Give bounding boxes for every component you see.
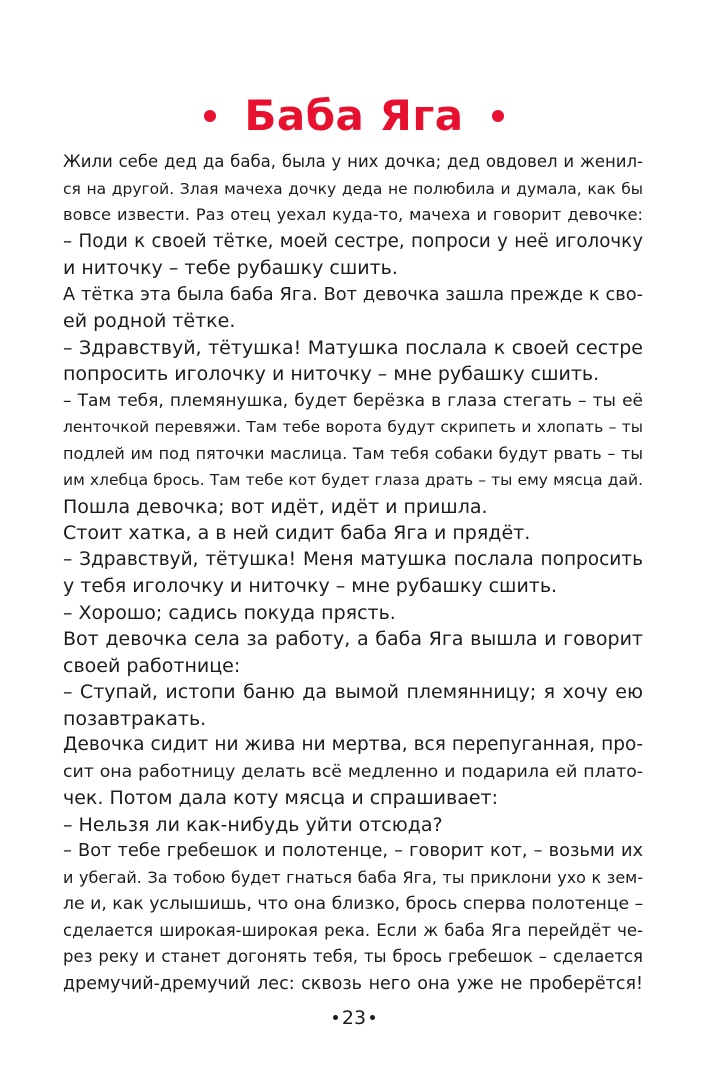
text-line: Стоит хатка, а в ней сидит баба Яга и прядёт. — [63, 522, 531, 544]
text-line: – Поди к своей тётке, моей сестре, попроси у неё иголочку — [63, 230, 643, 252]
text-line: ся на другой. Злая мачеха дочку деда не полюбила и думала, как бы — [63, 179, 643, 198]
text-line: – Здравствуй, тётушка! Меня матушка послала попросить — [63, 548, 643, 570]
text-line: ле и, как услышишь, что она близко, брось сперва полотенце – — [63, 894, 644, 914]
text-line: подлей им под пяточки маслица. Там тебя собаки будут рвать – ты — [63, 443, 643, 463]
text-line: позавтракать. — [63, 707, 207, 730]
text-line: ленточкой перевяжи. Там тебе ворота будут скрипеть и хлопать – ты — [63, 418, 643, 436]
page-number-right-dot — [370, 1015, 375, 1020]
story-title — [0, 88, 708, 144]
title-left-bullet — [204, 110, 216, 122]
text-line: вовсе извести. Раз отец уехал куда-то, мачеха и говорит девочке: — [63, 205, 643, 224]
text-line: – Вот тебе гребешок и полотенце, – говорит кот, – возьми их — [63, 841, 643, 861]
text-line: своей работнице: — [63, 654, 241, 677]
text-line: рез реку и станет догонять тебя, ты брось гребешок – сделается — [63, 947, 643, 966]
page-number-left-dot — [333, 1015, 338, 1020]
text-line: чек. Потом дала коту мясца и спрашивает: — [63, 787, 499, 809]
text-line: – Хорошо; садись покуда прясть. — [63, 601, 396, 624]
text-line: Вот девочка села за работу, а баба Яга вышла и говорит — [63, 628, 643, 650]
story-body — [63, 149, 643, 997]
text-line: Девочка сидит ни жива ни мертва, вся перепуганная, про- — [63, 734, 643, 755]
text-line: им хлебца брось. Там тебе кот будет глаза драть – ты ему мясца дай. — [63, 471, 643, 489]
text-line: Пошла девочка; вот идёт, идёт и пришла. — [63, 495, 488, 518]
text-line: у тебя иголочку и ниточку – мне рубашку сшить. — [63, 575, 558, 597]
page-number-text: 23 — [341, 1007, 367, 1029]
text-line: А тётка эта была баба Яга. Вот девочка зашла прежде к сво- — [63, 284, 643, 305]
story-title-text: Баба Яга — [244, 91, 464, 140]
text-line: ей родной тётке. — [63, 310, 236, 332]
text-line: и ниточку – тебе рубашку сшить. — [63, 257, 398, 279]
text-line: и убегай. За тобою будет гнаться баба Яга, ты приклони ухо к зем- — [63, 867, 643, 887]
text-line: попросить иголочку и ниточку – мне рубашку сшить. — [63, 363, 600, 385]
text-line: сит она работницу делать всё медленно и подарила ей плато- — [63, 761, 643, 782]
text-line: – Нельзя ли как-нибудь уйти отсюда? — [63, 813, 443, 836]
text-line: – Здравствуй, тётушка! Матушка послала к своей сестре — [63, 336, 643, 359]
page-number — [0, 1003, 708, 1033]
text-line: – Там тебя, племянушка, будет берёзка в глаза стегать – ты её — [63, 390, 643, 411]
text-line: сделается широкая-широкая река. Если ж баба Яга перейдёт че- — [63, 920, 643, 940]
text-line: дремучий-дремучий лес: сквозь него она уже не проберётся! — [63, 973, 643, 994]
text-line: Жили себе дед да баба, была у них дочка; дед овдовел и женил- — [63, 152, 643, 171]
title-right-bullet — [492, 110, 504, 122]
text-line: – Ступай, истопи баню да вымой племянницу; я хочу ею — [63, 681, 643, 703]
